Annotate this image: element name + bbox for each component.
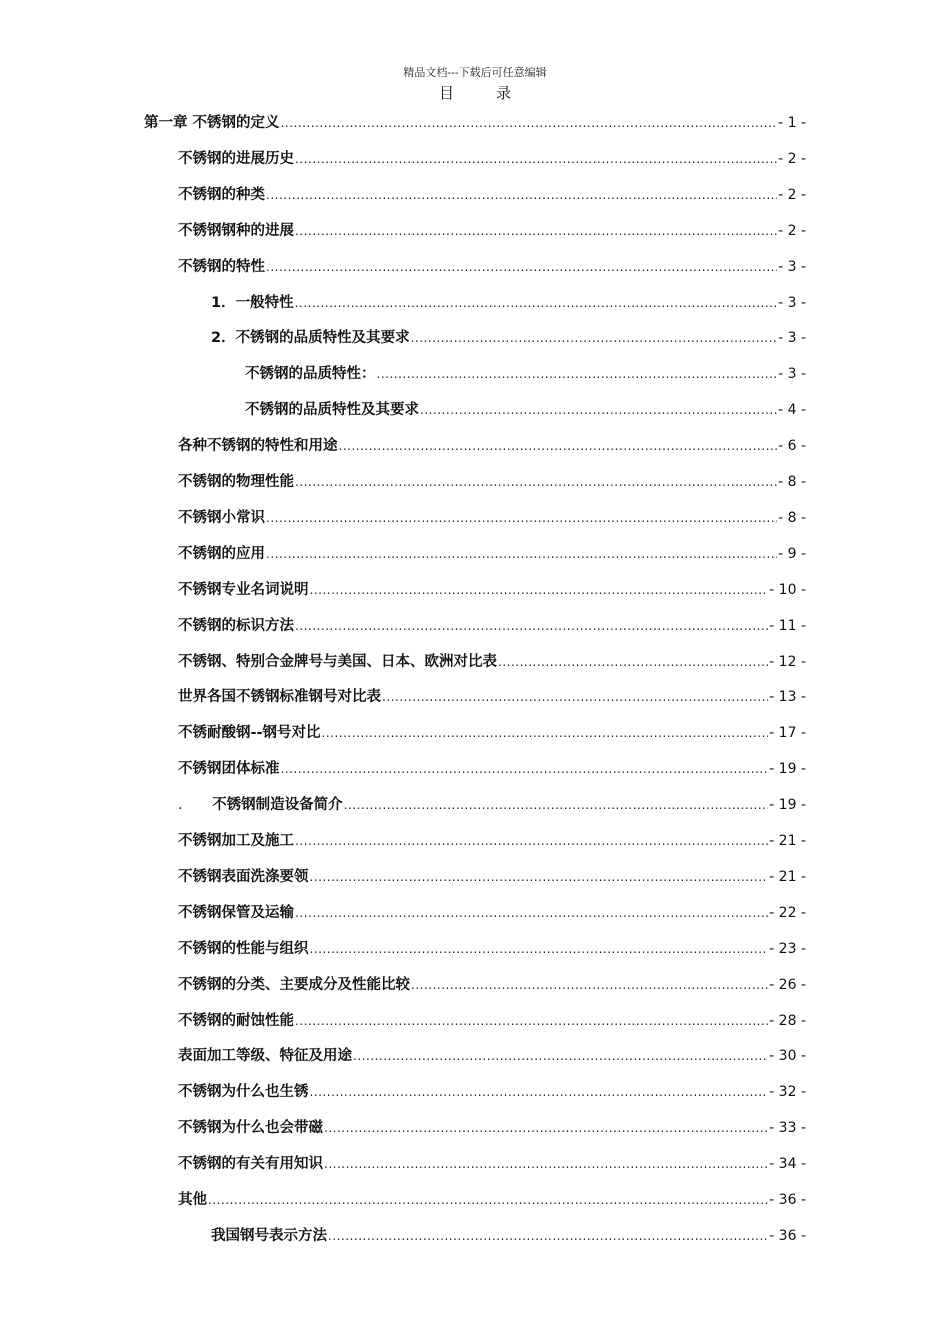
toc-entry-label: 不锈钢的应用 bbox=[178, 545, 265, 562]
toc-entry-label: 不锈钢的特性 bbox=[178, 258, 265, 275]
toc-entry-label: 表面加工等级、特征及用途 bbox=[178, 1048, 352, 1065]
toc-entry-label: 不锈钢的分类、主要成分及性能比较 bbox=[178, 976, 410, 993]
toc-entry[interactable] bbox=[178, 973, 806, 997]
toc-entry-label: 不锈钢的物理性能 bbox=[178, 474, 294, 490]
toc-entry-page-number: - 3 - bbox=[778, 258, 806, 275]
toc-entry-page-number: - 11 - bbox=[769, 617, 806, 634]
toc-entry-page-number: - 8 - bbox=[778, 474, 806, 490]
toc-entry-label: 世界各国不锈钢标准钢号对比表 bbox=[178, 689, 381, 706]
toc-entry-label: 不锈钢钢种的进展 bbox=[178, 222, 294, 239]
toc-entry-leader-dots bbox=[281, 757, 769, 781]
toc-entry-page-number: - 26 - bbox=[769, 976, 806, 993]
toc-entry-leader-dots bbox=[295, 901, 768, 925]
toc-entry-bullet: . bbox=[178, 797, 183, 814]
toc-entry-leader-dots bbox=[266, 183, 777, 207]
toc-entry-leader-dots bbox=[295, 470, 777, 494]
toc-entry-leader-dots bbox=[322, 721, 769, 745]
toc-entry-leader-dots bbox=[266, 255, 777, 279]
toc-entry[interactable] bbox=[211, 1224, 806, 1248]
toc-entry[interactable] bbox=[178, 219, 806, 243]
toc-entry-label: 不锈钢的性能与组织 bbox=[178, 940, 309, 957]
toc-entry-label: 不锈钢为什么也生锈 bbox=[178, 1084, 309, 1101]
toc-entry-leader-dots bbox=[411, 326, 777, 350]
toc-entry[interactable] bbox=[245, 362, 806, 386]
toc-entry[interactable] bbox=[178, 614, 806, 638]
toc-entry-page-number: - 30 - bbox=[769, 1048, 806, 1065]
toc-entry-page-number: - 3 - bbox=[778, 294, 806, 311]
toc-title-right: 录 bbox=[496, 84, 512, 102]
toc-entry-leader-dots bbox=[281, 111, 778, 135]
toc-entry-leader-dots bbox=[310, 865, 769, 889]
toc-entry-page-number: - 3 - bbox=[778, 366, 806, 383]
toc-entry-leader-dots bbox=[310, 578, 769, 602]
toc-entry-page-number: - 6 - bbox=[778, 438, 806, 455]
toc-entry-leader-dots bbox=[295, 147, 777, 171]
toc-entry-page-number: - 1 - bbox=[778, 115, 806, 131]
toc-entry[interactable] bbox=[178, 578, 806, 602]
watermark-text: 精品文档---下载后可任意编辑 bbox=[403, 66, 547, 79]
toc-entry[interactable] bbox=[178, 183, 806, 207]
toc-entry-leader-dots bbox=[411, 973, 768, 997]
toc-entry-label: 不锈钢的有关有用知识 bbox=[178, 1156, 323, 1173]
toc-entry[interactable] bbox=[178, 470, 806, 494]
toc-entry-label: 2．不锈钢的品质特性及其要求 bbox=[211, 330, 410, 347]
toc-entry-label: 其他 bbox=[178, 1192, 207, 1208]
toc-entry-label: 不锈钢的品质特性及其要求 bbox=[245, 402, 419, 419]
toc-entry-page-number: - 32 - bbox=[769, 1084, 806, 1101]
toc-entry-page-number: - 12 - bbox=[769, 653, 806, 670]
toc-entry[interactable] bbox=[178, 434, 806, 458]
toc-entry-label: 不锈钢的品质特性： bbox=[245, 366, 376, 383]
toc-entry[interactable] bbox=[178, 901, 806, 925]
toc-entry-page-number: - 9 - bbox=[778, 545, 806, 562]
toc-entry-label: 1．一般特性 bbox=[211, 294, 294, 311]
toc-entry-leader-dots bbox=[324, 1152, 768, 1176]
toc-entry-label: 不锈钢的进展历史 bbox=[178, 150, 294, 167]
toc-entry-page-number: - 8 - bbox=[778, 509, 806, 526]
toc-entry-page-number: - 21 - bbox=[769, 833, 806, 849]
toc-entry-label: 不锈钢表面洗涤要领 bbox=[178, 868, 309, 885]
toc-entry-label: 不锈钢专业名词说明 bbox=[178, 581, 309, 598]
toc-entry-label: 不锈钢为什么也会带磁 bbox=[178, 1120, 323, 1137]
toc-entry-page-number: - 19 - bbox=[769, 797, 806, 814]
toc-entry[interactable] bbox=[178, 685, 806, 709]
toc-entry[interactable] bbox=[178, 1116, 806, 1140]
toc-entry[interactable] bbox=[178, 1044, 806, 1068]
toc-entry-label: 各种不锈钢的特性和用途 bbox=[178, 438, 338, 455]
toc-title bbox=[0, 84, 950, 102]
toc-entry-leader-dots bbox=[208, 1188, 768, 1212]
toc-entry[interactable] bbox=[178, 506, 806, 530]
toc-entry[interactable] bbox=[178, 255, 806, 279]
toc-entry-label: 不锈钢的种类 bbox=[178, 186, 265, 203]
toc-entry-page-number: - 36 - bbox=[769, 1192, 806, 1208]
toc-entry-page-number: - 34 - bbox=[769, 1156, 806, 1173]
toc-entry-page-number: - 10 - bbox=[769, 581, 806, 598]
toc-entry[interactable] bbox=[178, 1152, 806, 1176]
toc-entry-page-number: - 22 - bbox=[769, 904, 806, 921]
toc-entry-label: 不锈钢制造设备简介 bbox=[212, 797, 343, 814]
toc-entry-page-number: - 13 - bbox=[769, 689, 806, 706]
toc-entry-leader-dots bbox=[498, 650, 768, 674]
toc-entry-page-number: - 2 - bbox=[778, 222, 806, 239]
toc-entry[interactable] bbox=[178, 937, 806, 961]
toc-entry[interactable] bbox=[211, 291, 806, 315]
toc-entry[interactable] bbox=[144, 111, 806, 135]
toc-entry-label: 不锈钢小常识 bbox=[178, 509, 265, 526]
toc-entry-leader-dots bbox=[295, 219, 777, 243]
toc-entry-label: 不锈耐酸钢--钢号对比 bbox=[178, 725, 321, 742]
toc-entry[interactable] bbox=[178, 793, 806, 817]
toc-entry-leader-dots bbox=[328, 1224, 768, 1248]
toc-entry[interactable] bbox=[178, 650, 806, 674]
toc-entry-leader-dots bbox=[353, 1044, 768, 1068]
toc-entry-page-number: - 2 - bbox=[778, 186, 806, 203]
toc-entry-leader-dots bbox=[310, 1080, 769, 1104]
toc-entry-page-number: - 23 - bbox=[769, 940, 806, 957]
toc-entry-leader-dots bbox=[295, 291, 777, 315]
toc-entry-label: 不锈钢团体标准 bbox=[178, 761, 280, 778]
toc-entry-page-number: - 28 - bbox=[769, 1012, 806, 1029]
toc-entry-leader-dots bbox=[310, 937, 769, 961]
toc-entry-leader-dots bbox=[344, 793, 769, 817]
toc-entry-page-number: - 2 - bbox=[778, 150, 806, 167]
toc-entry-leader-dots bbox=[382, 685, 768, 709]
toc-entry-leader-dots bbox=[324, 1116, 768, 1140]
toc-entry-leader-dots bbox=[266, 542, 777, 566]
toc-entry-page-number: - 33 - bbox=[769, 1120, 806, 1137]
toc-entry-leader-dots bbox=[377, 362, 778, 386]
toc-entry-label: 不锈钢、特别合金牌号与美国、日本、欧洲对比表 bbox=[178, 653, 497, 670]
toc-entry[interactable] bbox=[178, 829, 806, 853]
toc-entry[interactable] bbox=[178, 1188, 806, 1212]
toc-entry[interactable] bbox=[245, 398, 806, 422]
toc-entry[interactable] bbox=[178, 1009, 806, 1033]
toc-entry-page-number: - 3 - bbox=[778, 330, 806, 347]
toc-entry-label: 不锈钢加工及施工 bbox=[178, 833, 294, 849]
toc-entry[interactable] bbox=[178, 147, 806, 171]
toc-title-left: 目 bbox=[438, 84, 454, 102]
toc-entry-page-number: - 4 - bbox=[778, 402, 806, 419]
toc-entry-leader-dots bbox=[420, 398, 777, 422]
toc-entry-page-number: - 17 - bbox=[769, 725, 806, 742]
toc-entry-page-number: - 19 - bbox=[769, 761, 806, 778]
toc-entry[interactable] bbox=[178, 865, 806, 889]
toc-entry-label: 我国钢号表示方法 bbox=[211, 1227, 327, 1244]
toc-entry-leader-dots bbox=[295, 829, 768, 853]
toc-entry[interactable] bbox=[178, 542, 806, 566]
toc-entry[interactable] bbox=[178, 757, 806, 781]
toc-entry-label: 第一章 不锈钢的定义 bbox=[144, 115, 280, 131]
toc-entry-leader-dots bbox=[266, 506, 777, 530]
toc-entry-leader-dots bbox=[295, 1009, 768, 1033]
toc-entry-leader-dots bbox=[295, 614, 768, 638]
toc-entry[interactable] bbox=[211, 326, 806, 350]
toc-entry-page-number: - 36 - bbox=[769, 1227, 806, 1244]
toc-entry-page-number: - 21 - bbox=[769, 868, 806, 885]
toc-entry-label: 不锈钢保管及运输 bbox=[178, 904, 294, 921]
toc-entry-leader-dots bbox=[339, 434, 778, 458]
toc-entry[interactable] bbox=[178, 721, 806, 745]
toc-entry[interactable] bbox=[178, 1080, 806, 1104]
toc-entry-label: 不锈钢的耐蚀性能 bbox=[178, 1012, 294, 1029]
toc-entry-label: 不锈钢的标识方法 bbox=[178, 617, 294, 634]
